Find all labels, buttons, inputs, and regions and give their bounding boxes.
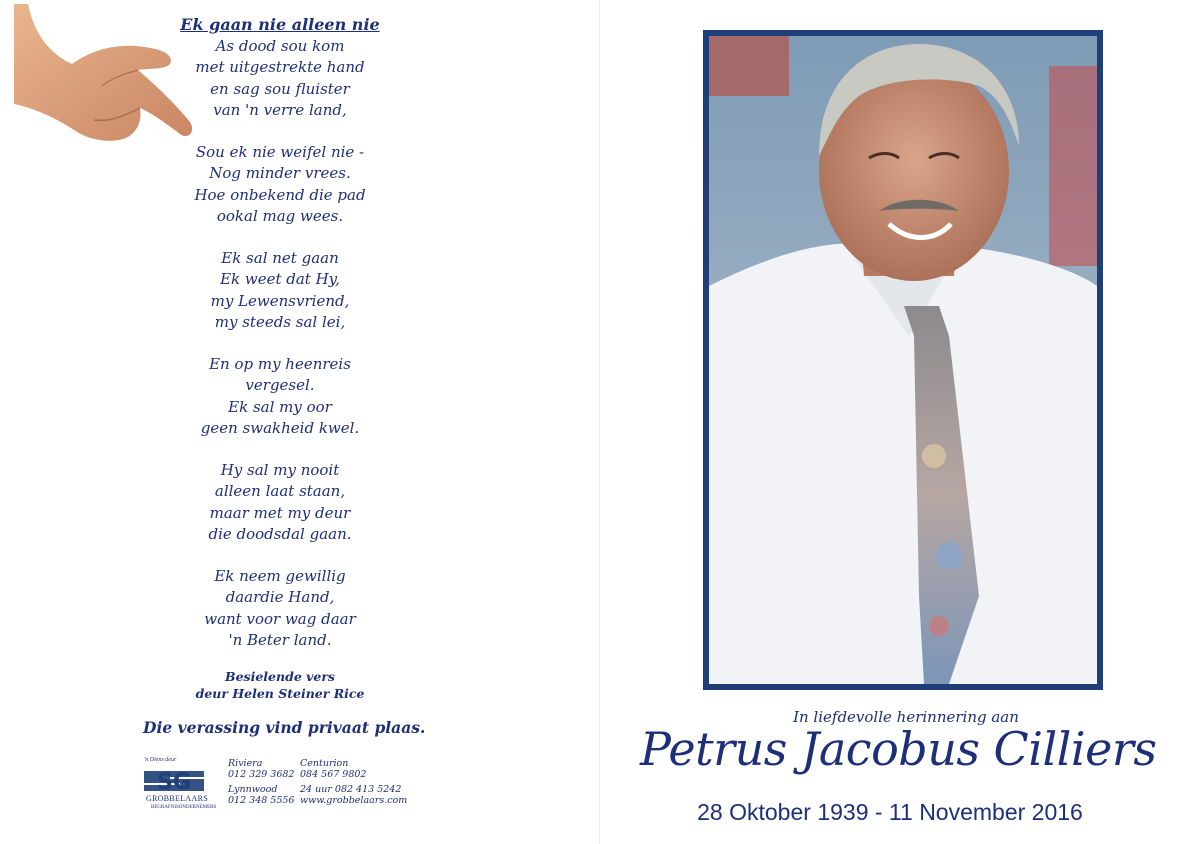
branch-label: Riviera	[228, 758, 263, 769]
poem-stanza	[170, 142, 390, 228]
poem-line: alleen laat staan,	[214, 482, 346, 500]
funeral-home-subname: BEGRAFNISONDERNEMERS	[151, 805, 217, 810]
poem-line: my Lewensvriend,	[210, 291, 350, 310]
outstretched-hand-image	[14, 4, 196, 146]
poem-line: Sou ek nie weifel nie -	[195, 142, 365, 161]
poem-title: Ek gaan nie alleen nie	[180, 15, 380, 34]
poem-credit-author: deur Helen Steiner Rice	[195, 685, 365, 701]
contact-phone-24h: 24 uur 082 413 5242	[300, 784, 402, 795]
poem-stanza	[170, 36, 390, 122]
portrait-photo	[709, 36, 1097, 684]
poem-line: maar met my deur	[209, 503, 351, 522]
poem-line: En op my heenreis	[209, 354, 351, 373]
branch-phone: 012 348 5556	[228, 795, 295, 806]
branch-lynnwood	[228, 784, 294, 806]
poem-line: Nog minder vrees.	[209, 164, 351, 182]
branch-label: Lynnwood	[228, 784, 278, 795]
private-service-notice: Die verassing vind privaat plaas.	[143, 718, 426, 737]
poem-line: met uitgestrekte hand	[195, 58, 365, 76]
poem-line: Ek sal net gaan	[221, 248, 339, 267]
poem-line: Ek weet dat Hy,	[220, 270, 340, 288]
poem-stanza	[170, 248, 390, 334]
poem-line: As dood sou kom	[215, 36, 345, 55]
poem-line: Hoe onbekend die pad	[194, 185, 366, 204]
poem-line: die doodsdal gaan.	[208, 525, 352, 543]
poem-line: 'n Beter land.	[228, 631, 332, 649]
poem-stanza	[170, 566, 390, 652]
poem-line: Ek sal my oor	[228, 397, 332, 416]
poem-stanza	[170, 460, 390, 546]
poem-line: ookal mag wees.	[216, 207, 344, 225]
poem-line: vergesel.	[245, 376, 315, 394]
poem-line: Ek neem gewillig	[214, 566, 346, 585]
website-link[interactable]: www.grobbelaars.com	[300, 795, 408, 806]
branch-centurion	[300, 758, 366, 780]
poem-credit-line: Besielende vers	[225, 668, 335, 684]
branch-phone: 012 329 3682	[228, 769, 295, 780]
funeral-home-name: GROBBELAARS	[146, 794, 208, 803]
poem-line: en sag sou fluister	[210, 79, 350, 98]
deceased-name: Petrus Jacobus Cilliers	[640, 722, 1157, 776]
page-fold	[599, 0, 600, 844]
branch-phone: 084 567 9802	[300, 769, 367, 780]
logo-letters: SG	[157, 770, 191, 795]
funeral-home-tagline: 'n Diens deur	[144, 757, 177, 763]
portrait-frame	[703, 30, 1103, 690]
poem-line: my steeds sal lei,	[214, 313, 346, 331]
poem-line: want voor wag daar	[204, 609, 356, 628]
memorial-intro: In liefdevolle herinnering aan	[793, 708, 1019, 726]
poem-line: geen swakheid kwel.	[200, 419, 360, 437]
poem-line: daardie Hand,	[225, 588, 335, 606]
poem-line: Hy sal my nooit	[220, 460, 340, 479]
poem-stanza	[170, 354, 390, 440]
branch-riviera	[228, 758, 294, 780]
branch-label: Centurion	[300, 758, 349, 769]
poem	[170, 14, 390, 702]
poem-line: van 'n verre land,	[213, 101, 347, 119]
poem-credit	[170, 668, 390, 702]
contact-24h	[300, 784, 407, 806]
life-dates: 28 Oktober 1939 - 11 November 2016	[697, 799, 1083, 825]
